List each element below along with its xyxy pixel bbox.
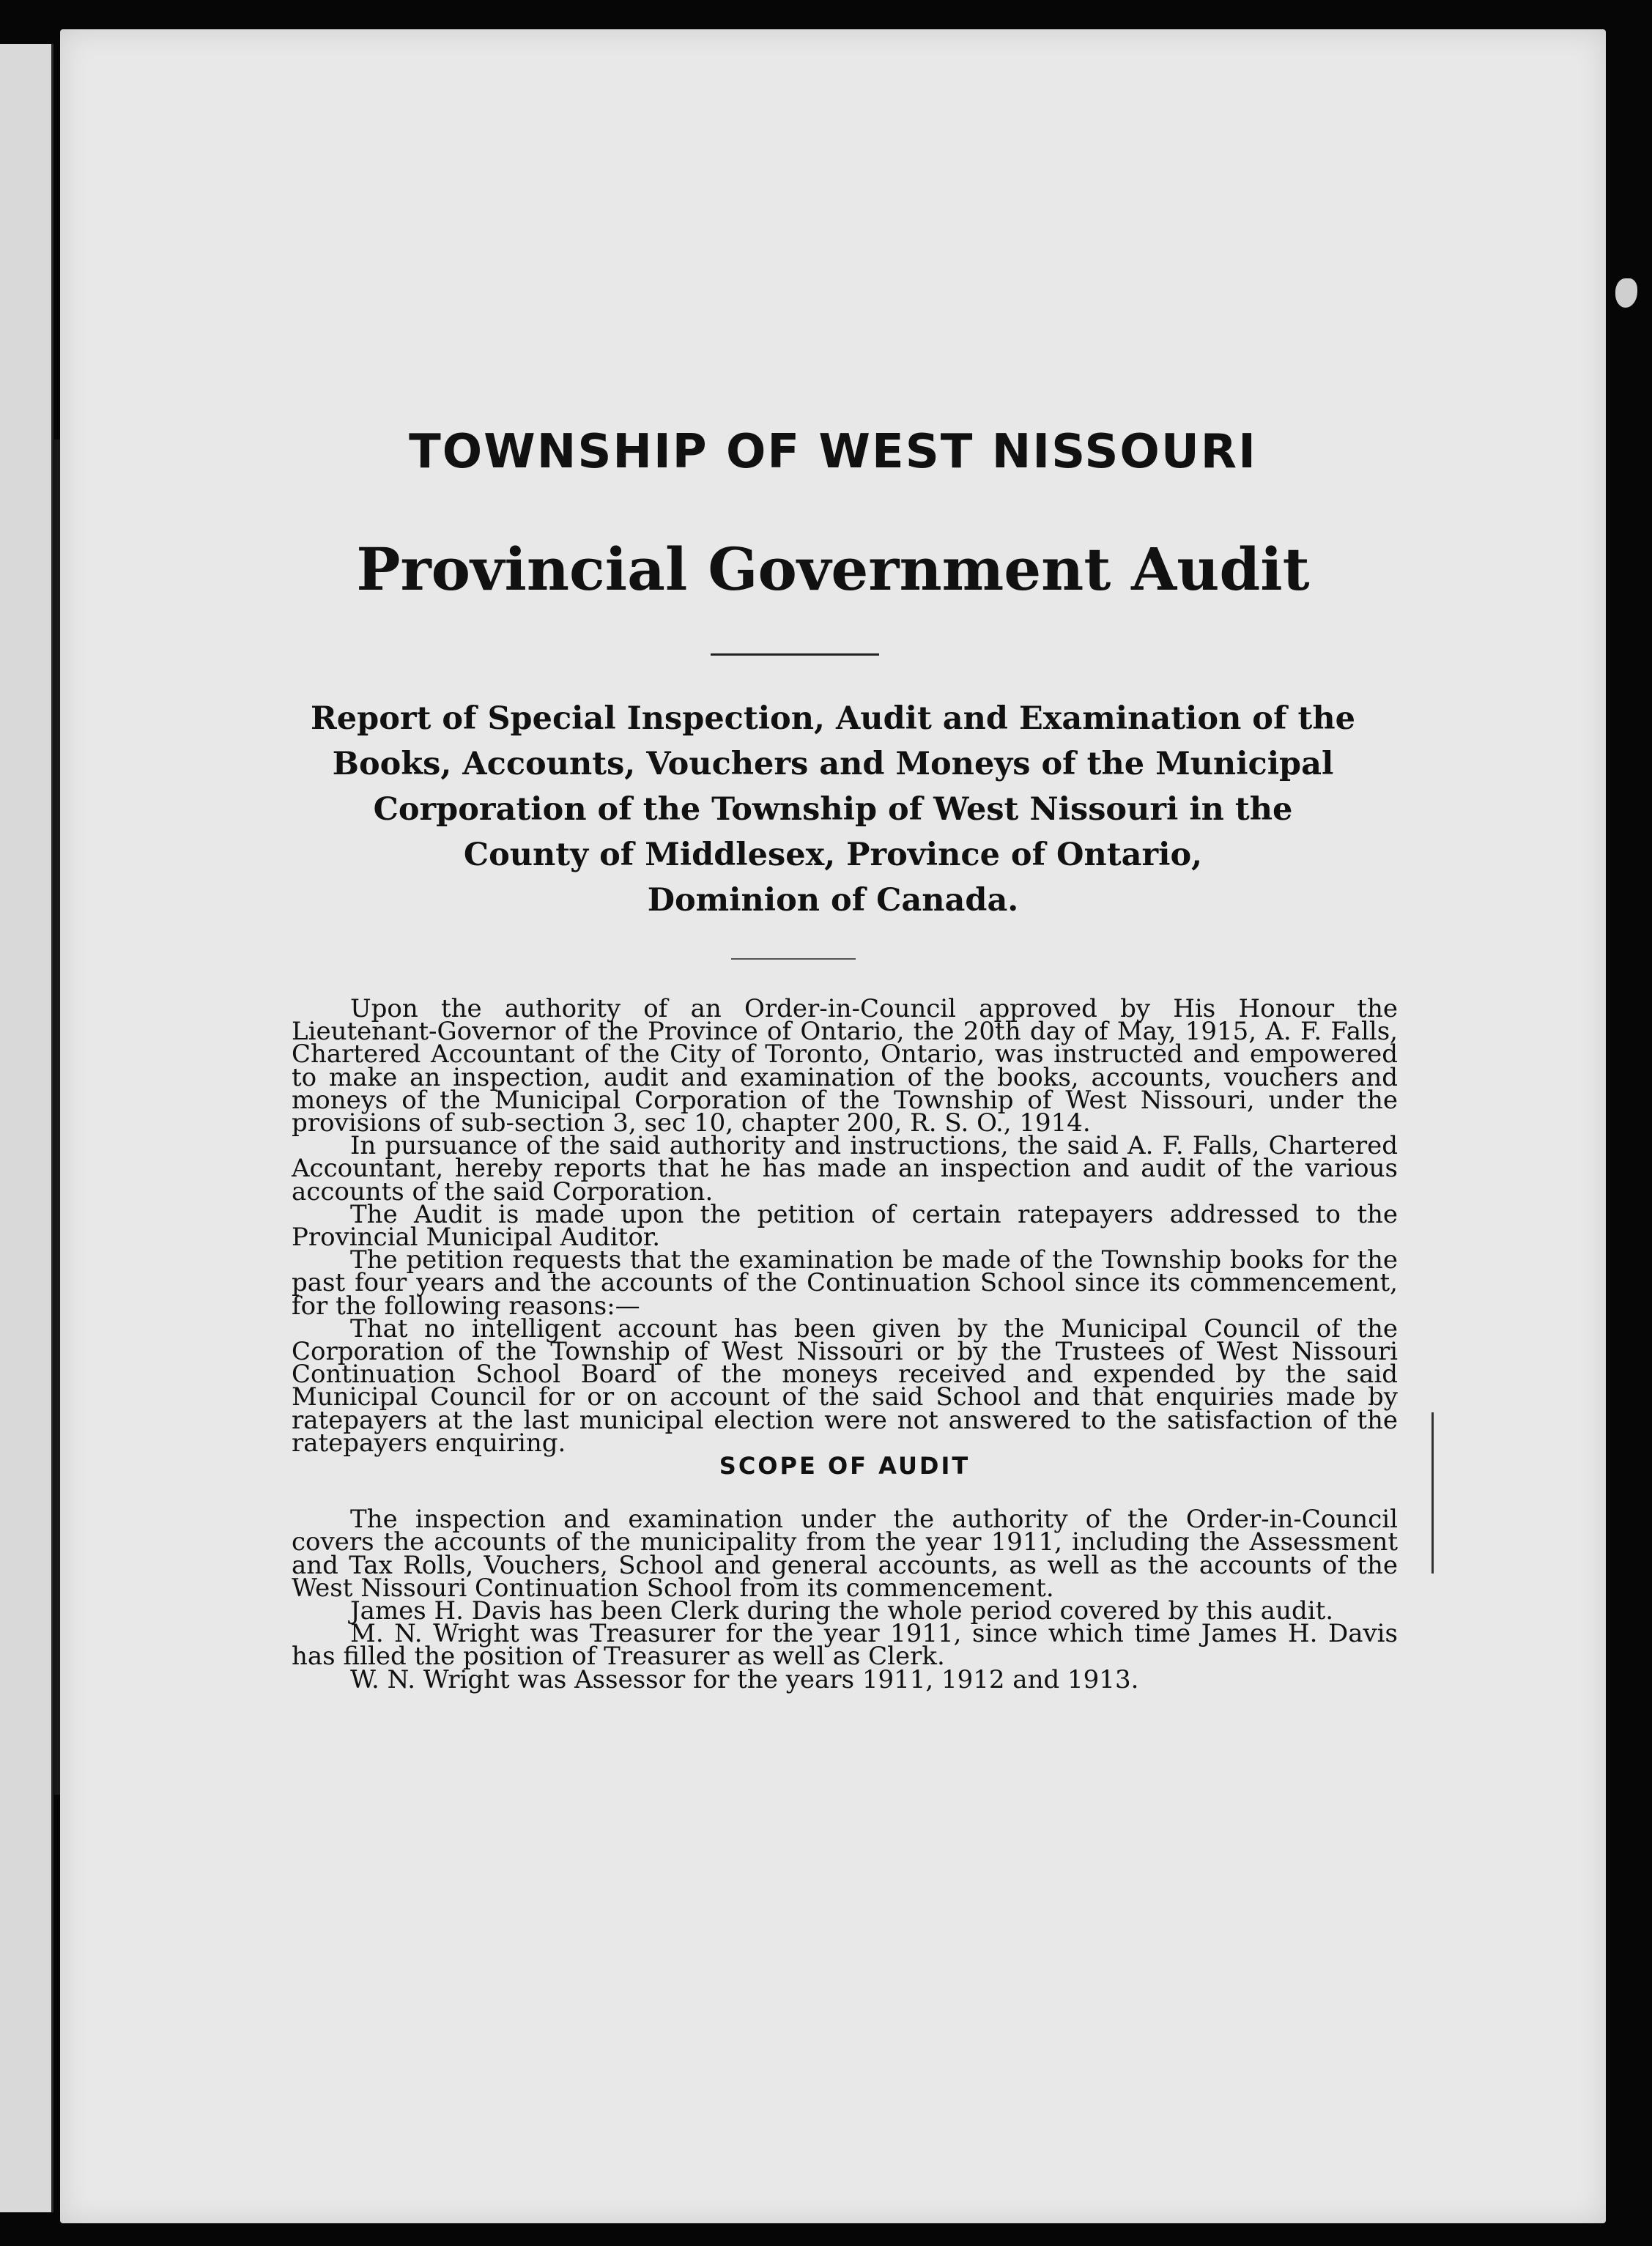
heading-divider <box>711 653 879 656</box>
scope-heading: SCOPE OF AUDIT <box>719 1452 971 1480</box>
title-divider <box>731 958 856 960</box>
adjacent-page-edge <box>0 44 53 2212</box>
report-title-line: Report of Special Inspection, Audit and Examination of the <box>311 700 1355 737</box>
report-title <box>251 696 1415 923</box>
audit-heading: Provincial Government Audit <box>356 535 1310 604</box>
body-paragraph: That no intelligent account has been given by the Municipal Council of the Corporation of the Township of West Nissouri or by the Trustees of West Nissouri Continuation School Board of the moneys received and expended by the said Municipal Council for or on account of the said School and that enquiries made by ratepayers at the last municipal election were not answered to the satisfaction of the ratepayers enquiring. <box>292 1313 1398 1458</box>
body-paragraph: The petition requests that the examination be made of the Township books for the past four years and the accounts of the Continuation School since its commencement, for the following reasons:— <box>292 1245 1398 1321</box>
body-paragraph: The Audit is made upon the petition of certain ratepayers addressed to the Provincial Municipal Auditor. <box>292 1199 1398 1253</box>
body-paragraph: Upon the authority of an Order-in-Council approved by His Honour the Lieutenant-Governor of the Province of Ontario, the 20th day of May, 1915, A. F. Falls, Chartered Accountant of the City of Toronto, Ontario, was instructed and empowered to make an inspection, audit and examination of the books, accounts, vouchers and moneys of the Municipal Corporation of the Township of West Nissouri, under the provisions of sub-section 3, sec 10, chapter 200, R. S. O., 1914. <box>292 994 1398 1138</box>
paper-speck <box>1615 278 1637 308</box>
binding-shadow <box>54 440 60 1795</box>
scope-paragraph: The inspection and examination under the authority of the Order-in-Council covers the accounts of the municipality from the year 1911, including the Assessment and Tax Rolls, Vouchers, School and general accounts, as well as the accounts of the West Nissouri Continuation School from its commencement. <box>292 1505 1398 1603</box>
township-heading: TOWNSHIP OF WEST NISSOURI <box>409 425 1257 479</box>
report-title-line: Books, Accounts, Vouchers and Moneys of the Municipal <box>332 746 1334 782</box>
body-paragraph: In pursuance of the said authority and instructions, the said A. F. Falls, Chartered Accountant, hereby reports that he has made an inspection and audit of the various accounts of the said Corporation. <box>292 1131 1398 1207</box>
margin-mark <box>1431 1412 1434 1574</box>
report-title-line: Corporation of the Township of West Nissouri in the <box>373 791 1293 828</box>
scope-paragraph: W. N. Wright was Assessor for the years 1911, 1912 and 1913. <box>350 1664 1139 1694</box>
report-body <box>292 994 1398 1694</box>
scope-paragraph: James H. Davis has been Clerk during the whole period covered by this audit. <box>350 1596 1334 1626</box>
report-title-line: Dominion of Canada. <box>647 882 1019 919</box>
report-title-line: County of Middlesex, Province of Ontario, <box>463 837 1203 873</box>
document-page <box>60 29 1606 2223</box>
scope-paragraph: M. N. Wright was Treasurer for the year 1911, since which time James H. Davis has filled the position of Treasurer as well as Clerk. <box>292 1619 1398 1672</box>
